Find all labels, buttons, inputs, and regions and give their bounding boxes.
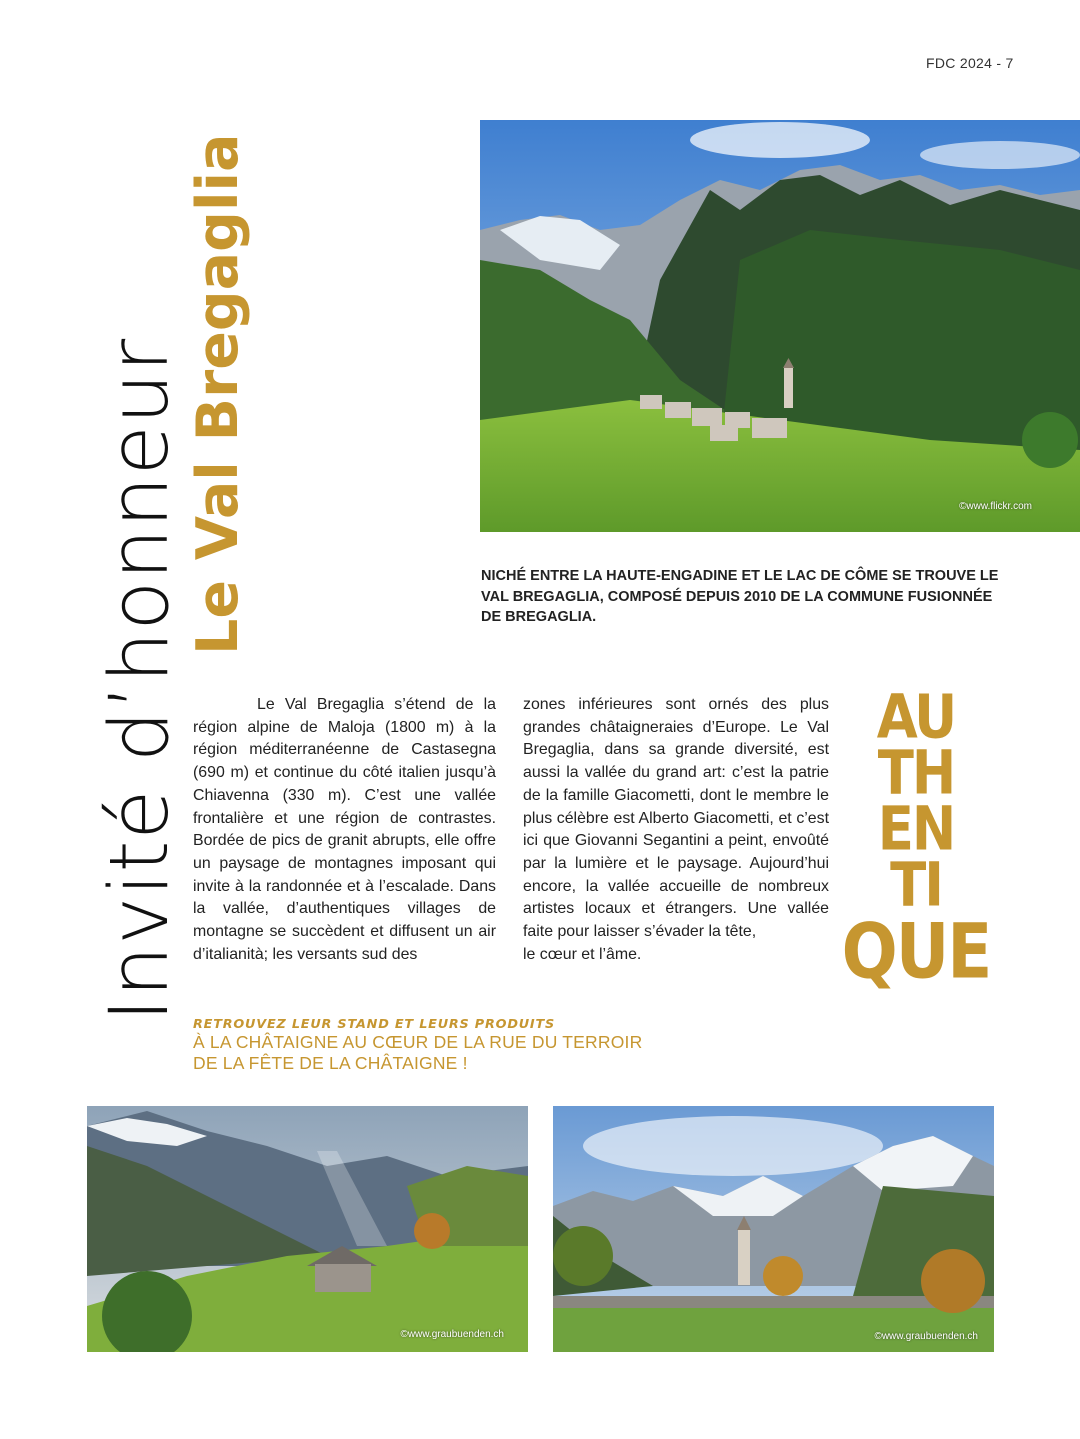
body-text-column-2	[523, 694, 829, 966]
authentique-stacked-word	[836, 682, 996, 996]
photo-credit: ©www.flickr.com	[959, 501, 1032, 512]
col2-main-text: zones inférieures sont ornés des plus grandes châtaigneraies d’Europe. Le Val Bregaglia, dans sa grande diversité, est aussi la vallée du grand art: c’est la patrie de la famille Giacometti, dont le membre le plus célèbre est Alberto Giacometti, et c’est ici que Giovanni Segantini a peint, envoûté par la lumière et le paysage. Aujourd’hui encore, la vallée accueille de nombreux artistes locaux et étrangers. Une vallée faite pour laisser s’évader la tête,	[523, 696, 829, 941]
promo-line-2: À LA CHÂTAIGNE AU CŒUR DE LA RUE DU TERROIR	[193, 1032, 643, 1052]
auth-syllable: TH	[877, 738, 955, 809]
page-folio: FDC 2024 - 7	[926, 55, 1014, 71]
col2-end-text: le cœur et l’âme.	[523, 945, 642, 963]
main-title-vertical: Invité d’honneur	[93, 337, 187, 1022]
promo-line-3: DE LA FÊTE DE LA CHÂTAIGNE !	[193, 1053, 468, 1073]
bottom-left-photo-mountain-hut	[87, 1106, 528, 1352]
body-text-column-1: Le Val Bregaglia s’étend de la région alpine de Maloja (1800 m) à la région méditerranéenne de Castasegna (690 m) et continue du côté italien jusqu’à Chiavenna (330 m). C’est une vallée frontalière et une région de contrastes. Bordée de pics de granit abrupts, elle offre un paysage de montagnes imposant qui invite à la randonnée et à l’escalade. Dans la vallée, d’authentiques villages de montagne se succèdent et diffusent un air d’italianità; les versants sud des	[193, 696, 496, 963]
auth-syllable: EN	[877, 794, 955, 865]
promo-line-1: RETROUVEZ LEUR STAND ET LEURS PRODUITS	[193, 1017, 556, 1032]
bottom-right-photo-village-autumn	[553, 1106, 994, 1352]
top-photo-soglio-village	[480, 120, 1080, 532]
promo-block	[193, 1017, 642, 1074]
auth-syllable: QUE	[841, 907, 991, 996]
subtitle-vertical: Le Val Bregaglia	[185, 133, 251, 655]
photo-credit: ©www.graubuenden.ch	[874, 1331, 978, 1342]
intro-caption: NICHÉ ENTRE LA HAUTE-ENGADINE ET LE LAC DE CÔME SE TROUVE LE VAL BREGAGLIA, COMPOSÉ DEPUIS 2010 DE LA COMMUNE FUSIONNÉE DE BREGAGLIA.	[481, 568, 999, 625]
auth-syllable: AU	[876, 682, 956, 753]
photo-credit: ©www.graubuenden.ch	[400, 1329, 504, 1340]
auth-syllable: TI	[890, 850, 942, 921]
